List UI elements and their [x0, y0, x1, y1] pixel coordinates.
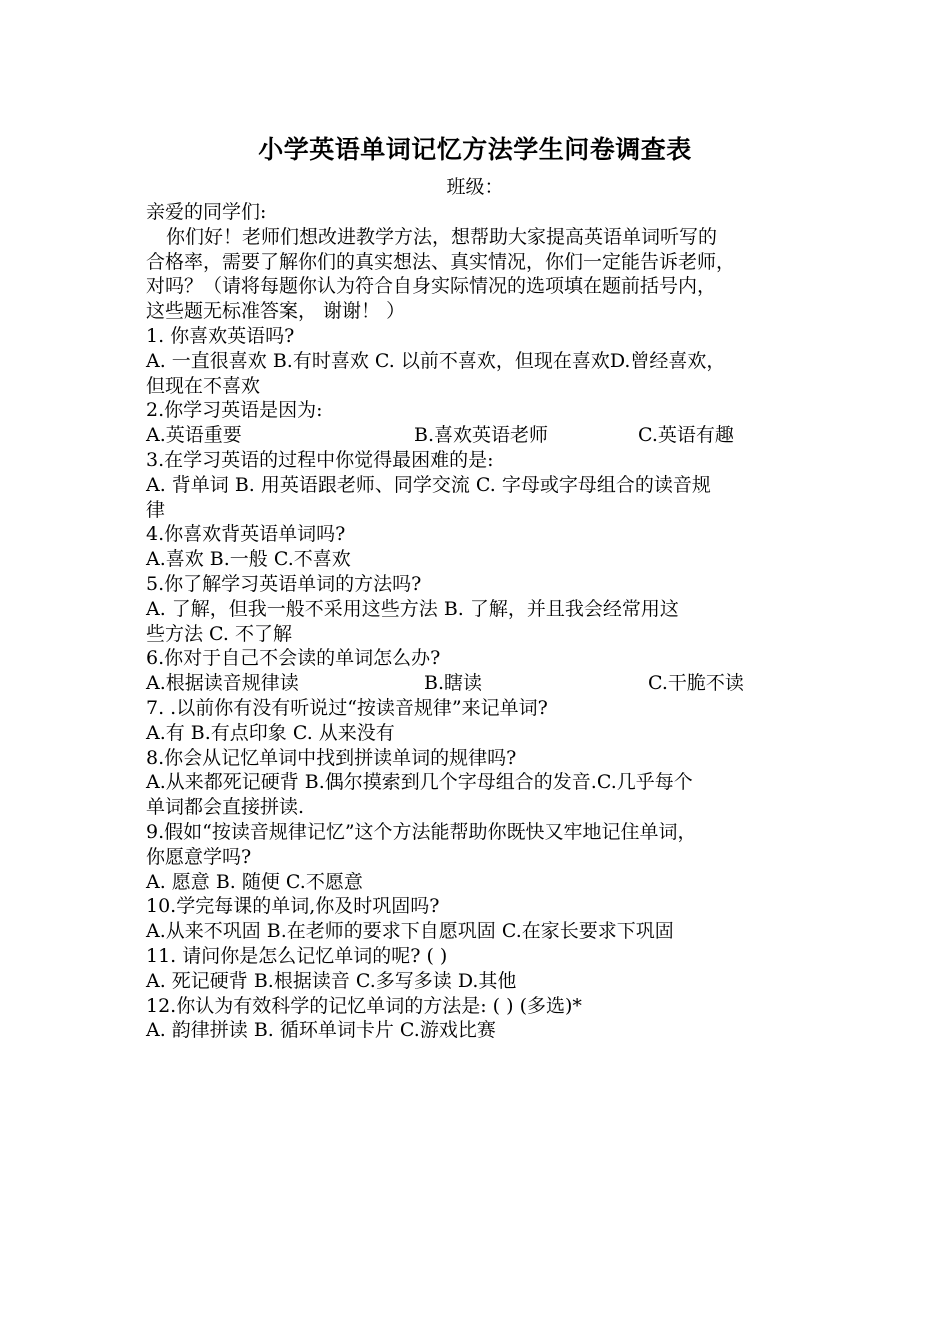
question-9-cont: 你愿意学吗? [146, 845, 252, 868]
intro-line: 这些题无标准答案， 谢谢！ ） [146, 300, 406, 323]
question-6: 6.你对于自己不会读的单词怎么办? [146, 647, 441, 670]
intro-line: 你们好！老师们想改进教学方法，想帮助大家提高英语单词听写的 [166, 225, 718, 248]
question-3: 3.在学习英语的过程中你觉得最困难的是: [146, 448, 494, 471]
option-c: C.干脆不读 [648, 672, 744, 695]
question-1-options: A. 一直很喜欢 B.有时喜欢 C. 以前不喜欢，但现在喜欢D.曾经喜欢， [146, 349, 726, 372]
question-8-options-cont: 单词都会直接拼读. [146, 796, 305, 819]
question-11: 11. 请问你是怎么记忆单词的呢? ( ) [146, 944, 448, 967]
question-5-options-cont: 些方法 C. 不了解 [146, 622, 292, 645]
question-1: 1. 你喜欢英语吗? [146, 324, 295, 347]
option-a: A.根据读音规律读 [146, 672, 299, 695]
question-9: 9.假如“按读音规律记忆”这个方法能帮助你既快又牢地记住单词， [146, 820, 697, 843]
question-3-options: A. 背单词 B. 用英语跟老师、同学交流 C. 字母或字母组合的读音规 [146, 473, 711, 496]
question-2-options [146, 423, 818, 448]
intro-line: 合格率，需要了解你们的真实想法、真实情况，你们一定能告诉老师， [146, 250, 736, 273]
question-10: 10.学完每课的单词,你及时巩固吗? [146, 895, 440, 918]
question-8-options: A.从来都死记硬背 B.偶尔摸索到几个字母组合的发音.C.几乎每个 [146, 771, 693, 794]
question-6-options [146, 671, 818, 696]
question-11-options: A. 死记硬背 B.根据读音 C.多写多读 D.其他 [146, 969, 517, 992]
question-10-options: A.从来不巩固 B.在老师的要求下自愿巩固 C.在家长要求下巩固 [146, 920, 674, 943]
question-12-options: A. 韵律拼读 B. 循环单词卡片 C.游戏比赛 [146, 1019, 496, 1042]
greeting: 亲爱的同学们: [146, 201, 267, 223]
page-title: 小学英语单词记忆方法学生问卷调查表 [258, 135, 692, 164]
option-b: B.瞎读 [424, 672, 483, 695]
question-5: 5.你了解学习英语单词的方法吗? [146, 572, 422, 595]
intro-line: 对吗？（请将每题你认为符合自身实际情况的选项填在题前括号内， [146, 275, 717, 298]
option-a: A.英语重要 [146, 424, 242, 447]
question-1-options-cont: 但现在不喜欢 [146, 374, 261, 397]
question-12: 12.你认为有效科学的记忆单词的方法是: ( ) (多选)* [146, 994, 582, 1017]
question-9-options: A. 愿意 B. 随便 C.不愿意 [146, 870, 363, 893]
question-7: 7. .以前你有没有听说过“按读音规律”来记单词? [146, 696, 548, 719]
question-5-options: A. 了解，但我一般不采用这些方法 B. 了解，并且我会经常用这 [146, 597, 679, 620]
question-7-options: A.有 B.有点印象 C. 从来没有 [146, 721, 395, 744]
document-body [146, 200, 818, 1043]
question-4: 4.你喜欢背英语单词吗? [146, 523, 346, 546]
question-3-options-cont: 律 [146, 498, 166, 521]
question-4-options: A.喜欢 B.一般 C.不喜欢 [146, 548, 351, 571]
option-c: C.英语有趣 [638, 424, 734, 447]
question-2: 2.你学习英语是因为: [146, 399, 323, 422]
option-b: B.喜欢英语老师 [414, 424, 549, 447]
class-label: 班级： [446, 176, 504, 198]
question-8: 8.你会从记忆单词中找到拼读单词的规律吗? [146, 746, 517, 769]
